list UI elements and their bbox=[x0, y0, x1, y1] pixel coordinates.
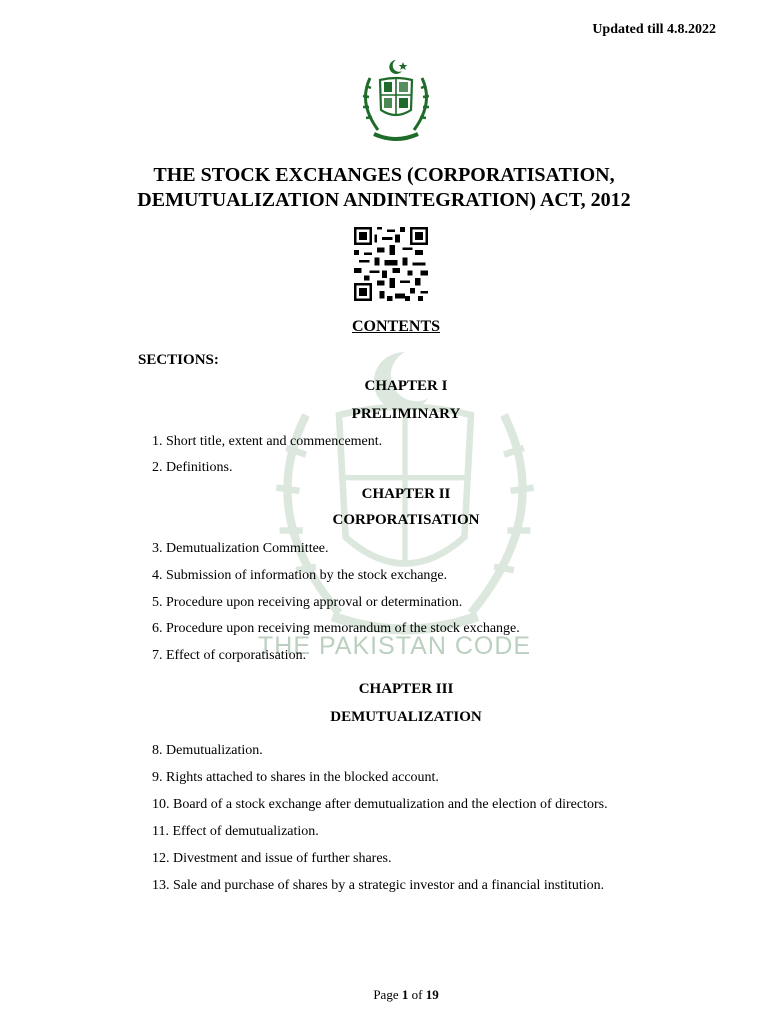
act-title-line-1: THE STOCK EXCHANGES (CORPORATISATION, bbox=[153, 164, 615, 186]
section-item: 7. Effect of corporatisation. bbox=[152, 648, 307, 663]
section-item: 12. Divestment and issue of further shares. bbox=[152, 851, 392, 866]
chapter-3-name: DEMUTUALIZATION bbox=[330, 709, 482, 725]
updated-date: Updated till 4.8.2022 bbox=[592, 22, 716, 37]
page-number: 1 bbox=[401, 987, 409, 1002]
section-item: 5. Procedure upon receiving approval or determination. bbox=[152, 595, 463, 610]
contents-heading: CONTENTS bbox=[351, 318, 441, 335]
chapter-2-number: CHAPTER II bbox=[361, 486, 451, 502]
of-word: of bbox=[411, 987, 423, 1002]
chapter-3-number: CHAPTER III bbox=[358, 681, 454, 697]
page-footer bbox=[0, 987, 768, 1003]
sections-label: SECTIONS: bbox=[138, 352, 219, 368]
watermark-text: THE PAKISTAN CODE bbox=[258, 632, 532, 660]
chapter-2-name: CORPORATISATION bbox=[332, 512, 480, 528]
chapter-1-name: PRELIMINARY bbox=[351, 406, 461, 422]
section-item: 8. Demutualization. bbox=[152, 743, 263, 758]
section-item: 3. Demutualization Committee. bbox=[152, 541, 329, 556]
section-item: 11. Effect of demutualization. bbox=[152, 824, 319, 839]
section-item: 10. Board of a stock exchange after demutualization and the election of directors. bbox=[152, 797, 608, 812]
page-word: Page bbox=[373, 987, 399, 1002]
section-item: 6. Procedure upon receiving memorandum of the stock exchange. bbox=[152, 621, 520, 636]
total-pages: 19 bbox=[425, 987, 439, 1002]
pakistan-emblem-icon bbox=[356, 58, 436, 148]
section-item: 9. Rights attached to shares in the blocked account. bbox=[152, 770, 439, 785]
section-item: 4. Submission of information by the stock exchange. bbox=[152, 568, 448, 583]
qr-code-icon bbox=[351, 227, 431, 301]
section-item: 1. Short title, extent and commencement. bbox=[152, 434, 383, 449]
section-item: 13. Sale and purchase of shares by a strategic investor and a financial institution. bbox=[152, 878, 605, 893]
chapter-1-number: CHAPTER I bbox=[364, 378, 448, 394]
act-title-line-2: DEMUTUALIZATION ANDINTEGRATION) ACT, 2012 bbox=[137, 189, 631, 211]
section-item: 2. Definitions. bbox=[152, 460, 233, 475]
